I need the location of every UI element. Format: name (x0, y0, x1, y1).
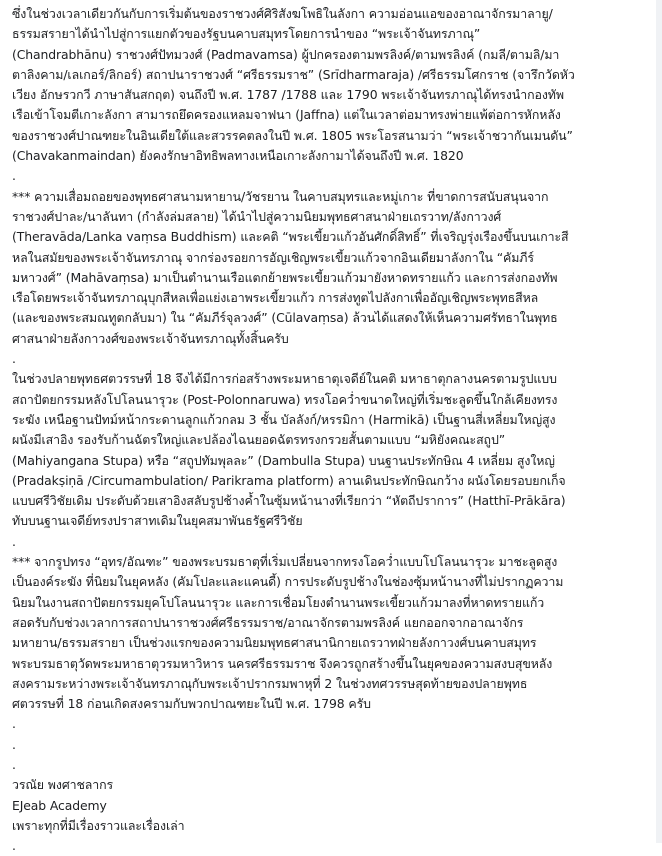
post-text-line: ของราชวงศ์ปาณฑยะในอินเดียใต้และสวรรคตลงในปี พ.ศ. 1805 พระโอรสนามว่า “พระเจ้าชวากันเมนดัน” (12, 127, 573, 143)
post-text-line: (และของพระสมณทูตกลับมา) ใน “คัมภีร์จุลวงศ์” (Cūlavaṃsa) ล้วนได้แสดงให้เห็นความศรัทธาในพุทธ (12, 310, 558, 326)
post-text-line: พระบรมธาตุวัดพระมหาธาตุวรมหาวิหาร นครศรีธรรมราช จึงควรถูกสร้างขึ้นในยุคของความสงบสุขหลัง (12, 655, 553, 671)
post-text-line: . (12, 533, 16, 549)
post-text-line: เรือเข้าโจมตีเกาะลังกา สามารถยึดครองแหลมจาฟนา (Jaffna) แต่ในเวลาต่อมาทรงพ่ายแพ้ต่อการหักหลัง (12, 107, 561, 123)
scrollbar-track[interactable] (656, 0, 662, 843)
post-text-line: ในช่วงปลายพุทธศตวรรษที่ 18 จึงได้มีการก่อสร้างพระมหาธาตุเจดีย์ในคติ มหาธาตุกลางนครตามรูปแบบ (12, 371, 557, 387)
post-text-line: เพราะทุกที่มีเรื่องราวและเรื่องเล่า (12, 817, 185, 833)
post-text-line: นิยมในงานสถาปัตยกรรมยุคโปโลนนารุวะ และการเชื่อมโยงตำนานพระเขี้ยวแก้วมาลงที่หาดทรายแก้ว (12, 594, 545, 610)
post-text-line: ธรรมสรายาได้นำไปสู่การแยกตัวของรัฐบนคาบสมุทรโดยการนำของ “พระเจ้าจันทรภาณุ” (12, 26, 481, 42)
post-text-line: หลในสมัยของพระเจ้าจันทรภาณุ จากร่องรอยการอัญเชิญพระเขี้ยวแก้วจากอินเดียมาลังกาใน “คัมภีร์ (12, 249, 534, 265)
post-text-line: ทับบนฐานเจดีย์ทรงปราสาทเดิมในยุคสมาพันธรัฐศรีวิชัย (12, 513, 303, 529)
post-text-line: . (12, 168, 16, 184)
post-text-line: (Theravāda/Lanka vaṃsa Buddhism) และคติ “พระเขี้ยวแก้วอันศักดิ์สิทธิ์” ที่เจริญรุ่งเรืองขึ้นบนเกาะสี (12, 229, 569, 245)
post-text-line: *** ความเสื่อมถอยของพุทธศาสนามหายาน/วัชรยาน ในคาบสมุทรและหมู่เกาะ ที่ขาดการสนับสนุนจาก (12, 188, 549, 204)
post-text-line: . (12, 351, 16, 367)
post-text-line: ผนังมีเสาอิง รองรับก้านฉัตรใหญ่และปล้องไฉนยอดฉัตรทรงกรวยสั้นตามแบบ “มหิยังคณะสถูป” (12, 432, 506, 448)
post-text-line: มหายาน/ธรรมสรายา เป็นช่วงแรกของความนิยมพุทธศาสนานิกายเถรวาทฝ่ายลังกาวงศ์บนคาบสมุทร (12, 635, 537, 651)
post-text-line: (Chandrabhānu) ราชวงศ์ปัทมวงศ์ (Padmavamsa) ผู้ปกครองตามพรลิงค์/ตามพรลิงค์ (กมลี/ตามลิ/มา (12, 46, 560, 62)
post-text-line: . (12, 736, 16, 752)
post-text-line: ราชวงศ์ปาละ/นาลันทา (กำลังล่มสลาย) ได้นำไปสู่ความนิยมพุทธศาสนาฝ่ายเถรวาท/ลังกาวงศ์ (12, 208, 502, 224)
post-text-line: เวียง อักษรวกวี ภาษาสันสกฤต) จนถึงปี พ.ศ. 1787 /1788 และ 1790 พระเจ้าจันทรภาณุได้ทรงนำกองทัพ (12, 87, 564, 103)
post-text-line: สงครามระหว่างพระเจ้าจันทรภาณุกับพระเจ้าปรากรมพาหุที่ 2 ในช่วงทศวรรษสุดท้ายของปลายพุทธ (12, 675, 528, 691)
post-text-line: *** จากรูปทรง “อุทร/อัณฑะ” ของพระบรมธาตุที่เริ่มเปลี่ยนจากทรงโอคว่ำแบบโปโลนนารุวะ มาชะลูดสูง (12, 554, 558, 570)
post-text-line: เป็นองค์ระฆัง ที่นิยมในยุคหลัง (คัมโปละและแคนดี้) การประดับรูปช้างในช่องซุ้มหน้านางที่ไม่ปรากฏความ (12, 574, 564, 590)
post-text-line: เรือโดยพระเจ้าจันทรภาณุบุกสีหลเพื่อแย่งเอาพระเขี้ยวแก้ว การส่งทูตไปลังกาเพื่ออัญเชิญพระพุทธสีหล (12, 290, 539, 306)
post-text-line: . (12, 838, 16, 854)
post-text-line: (Chavakanmaindan) ยังคงรักษาอิทธิพลทางเหนือเกาะลังกามาได้จนถึงปี พ.ศ. 1820 (12, 148, 464, 164)
post-text-line: ตาลิงคาม/เลเกอร์/ลิกอร์) สถาปนาราชวงศ์ “ศรีธรรมราช” (Srīdharmaraja) /ศรีธรรมโศกราช (จารึกวัดหัว (12, 66, 575, 82)
post-text-line: แบบศรีวิชัยเดิม ประดับด้วยเสาอิงสลับรูปช้างค้ำในซุ้มหน้านางที่เรียกว่า “หัตถีปราการ” (Hatthī-Prākāra) (12, 493, 566, 509)
post-text-line: . (12, 716, 16, 732)
post-text-line: (Mahiyangana Stupa) หรือ “สถูปทัมพุลละ” (Dambulla Stupa) บนฐานประทักษิณ 4 เหลี่ยม สูงใหญ่ (12, 452, 555, 468)
post-text-line: ศตวรรษที่ 18 ก่อนเกิดสงครามกับพวกปาณฑยะในปี พ.ศ. 1798 ครับ (12, 696, 371, 712)
post-text-line: สอดรับกับช่วงเวลาการสถาปนาราชวงศ์ศรีธรรมราช/อาณาจักรตามพรลิงค์ แยกออกจากอาณาจักร (12, 614, 524, 630)
post-text-line: EJeab Academy (12, 797, 107, 813)
post-text-line: (Pradakṣiṇā /Circumambulation/ Parikrama platform) ลานเดินประทักษิณกว้าง ผนังโดยรอบยกเก็จ (12, 472, 566, 488)
post-text-line: ระฆัง เหนือฐานปัทม์หน้ากระดานลูกแก้วกลม 3 ชั้น บัลลังก์/หรรมิกา (Harmikā) เป็นฐานสี่เหลี่ยมใหญ่สูง (12, 411, 556, 427)
post-text-line: . (12, 756, 16, 772)
post-text-line: วรณัย พงศาชลากร (12, 777, 114, 793)
post-text-line: ศาสนาฝ่ายลังกาวงศ์ของพระเจ้าจันทรภาณุทั้งสิ้นครับ (12, 330, 289, 346)
post-text-line: มหาวงศ์” (Mahāvaṃsa) มาเป็นตำนานเรือแตกย้ายพระเขี้ยวแก้วมายังหาดทรายแก้ว และการส่งกองทัพ (12, 269, 558, 285)
post-text-line: สถาปัตยกรรมหลังโปโลนนารุวะ (Post-Polonnaruwa) ทรงโอคว่ำขนาดใหญ่ที่เริ่มชะลูดขึ้นใกล้เคียงทรง (12, 391, 558, 407)
post-text-line: ซึ่งในช่วงเวลาเดียวกันกับการเริ่มต้นของราชวงศ์ศิริสังฆโพธิในลังกา ความอ่อนแอของอาณาจักรมาลายู/ (12, 6, 553, 21)
